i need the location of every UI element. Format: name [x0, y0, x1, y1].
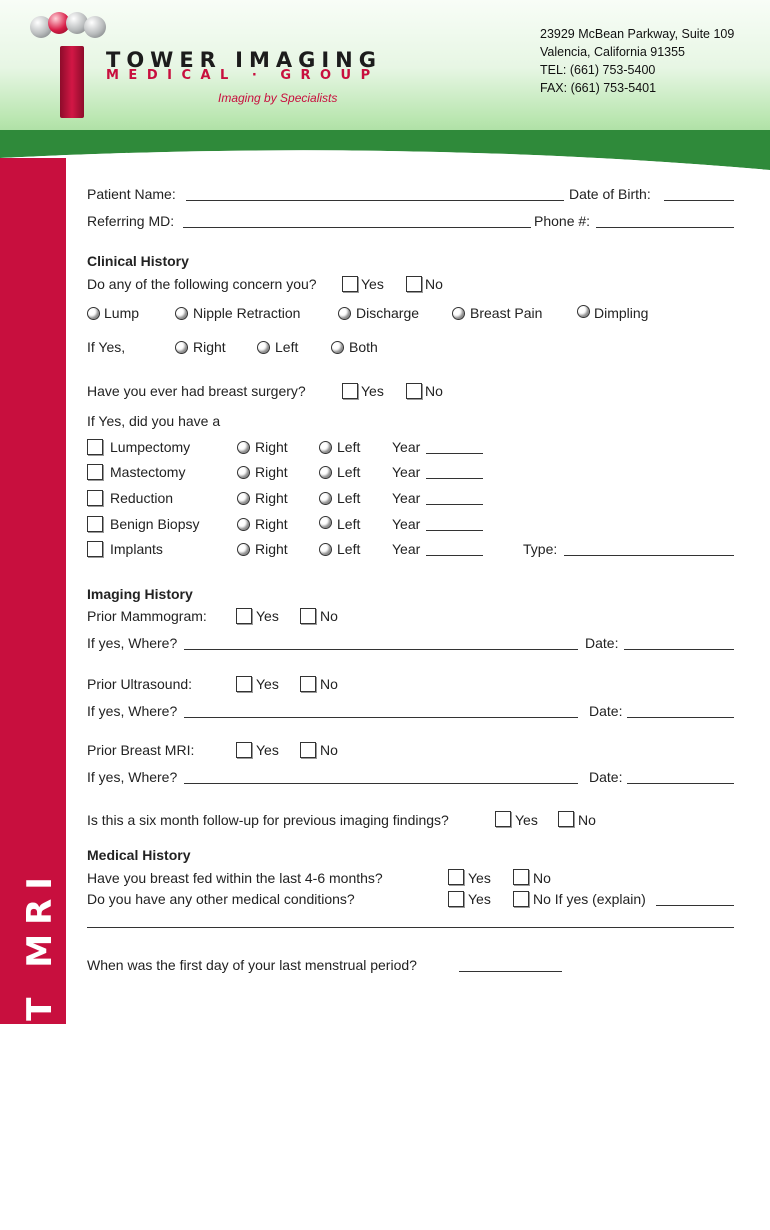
implants-left-radio[interactable]	[319, 543, 332, 556]
referring-md-field[interactable]	[183, 227, 531, 228]
followup-no-checkbox[interactable]	[558, 811, 574, 827]
mastectomy-year-label: Year	[392, 464, 421, 480]
lumpectomy-left-radio[interactable]	[319, 441, 332, 454]
conditions-question: Do you have any other medical conditions?	[87, 891, 355, 907]
mammogram-date-field[interactable]	[624, 649, 734, 650]
ultrasound-yes-checkbox[interactable]	[236, 676, 252, 692]
reduction-year-field[interactable]	[426, 504, 483, 505]
ultrasound-where-label: If yes, Where?	[87, 703, 178, 719]
breastfed-yes-checkbox[interactable]	[448, 869, 464, 885]
implants-type-field[interactable]	[564, 555, 734, 556]
ultrasound-date-label: Date:	[589, 703, 623, 719]
conditions-explain-line[interactable]	[87, 927, 734, 928]
surgery-yes-checkbox[interactable]	[342, 383, 358, 399]
company-name: TOWER IMAGING	[106, 48, 382, 72]
reduction-right-radio[interactable]	[237, 492, 250, 505]
mastectomy-left-label: Left	[337, 464, 361, 480]
clinical-history-heading: Clinical History	[87, 253, 189, 269]
discharge-label: Discharge	[356, 305, 420, 321]
conditions-explain-field[interactable]	[656, 905, 734, 906]
reduction-left-label: Left	[337, 490, 361, 506]
nipple-retraction-label: Nipple Retraction	[193, 305, 301, 321]
concern-left-label: Left	[275, 339, 299, 355]
benign-biopsy-right-radio[interactable]	[237, 518, 250, 531]
address-line-2: Valencia, California 91355	[540, 45, 686, 59]
lumpectomy-year-field[interactable]	[426, 453, 483, 454]
ultrasound-no-label: No	[320, 676, 338, 692]
breastfed-no-label: No	[533, 870, 551, 886]
concern-no-checkbox[interactable]	[406, 276, 422, 292]
mri-yes-checkbox[interactable]	[236, 742, 252, 758]
followup-question: Is this a six month follow-up for previous imaging findings?	[87, 812, 449, 828]
menstrual-question: When was the first day of your last menstrual period?	[87, 957, 417, 973]
lumpectomy-right-radio[interactable]	[237, 441, 250, 454]
mastectomy-left-radio[interactable]	[319, 466, 332, 479]
surgery-no-checkbox[interactable]	[406, 383, 422, 399]
benign-biopsy-label: Benign Biopsy	[110, 516, 200, 532]
implants-right-radio[interactable]	[237, 543, 250, 556]
lumpectomy-right-label: Right	[255, 439, 288, 455]
mri-date-label: Date:	[589, 769, 623, 785]
dob-label: Date of Birth:	[569, 186, 651, 202]
implants-year-label: Year	[392, 541, 421, 557]
prior-mammogram-label: Prior Mammogram:	[87, 608, 207, 624]
mammogram-no-label: No	[320, 608, 338, 624]
implants-year-field[interactable]	[426, 555, 483, 556]
patient-name-label: Patient Name:	[87, 186, 176, 202]
sidebar	[0, 158, 66, 1192]
concern-yes-label: Yes	[361, 276, 384, 292]
implants-label: Implants	[110, 541, 163, 557]
surgery-question: Have you ever had breast surgery?	[87, 383, 306, 399]
phone-field[interactable]	[596, 227, 734, 228]
benign-biopsy-year-label: Year	[392, 516, 421, 532]
dimpling-radio[interactable]	[577, 305, 590, 318]
benign-biopsy-left-radio[interactable]	[319, 516, 332, 529]
mastectomy-right-label: Right	[255, 464, 288, 480]
concern-yes-checkbox[interactable]	[342, 276, 358, 292]
lumpectomy-year-label: Year	[392, 439, 421, 455]
ultrasound-no-checkbox[interactable]	[300, 676, 316, 692]
breast-pain-radio[interactable]	[452, 307, 465, 320]
concern-both-label: Both	[349, 339, 378, 355]
prior-ultrasound-label: Prior Ultrasound:	[87, 676, 193, 692]
lump-label: Lump	[104, 305, 140, 321]
mastectomy-right-radio[interactable]	[237, 466, 250, 479]
patient-name-field[interactable]	[186, 200, 564, 201]
benign-biopsy-left-label: Left	[337, 516, 361, 532]
mri-no-checkbox[interactable]	[300, 742, 316, 758]
menstrual-date-field[interactable]	[459, 971, 562, 972]
mri-date-field[interactable]	[627, 783, 734, 784]
lumpectomy-left-label: Left	[337, 439, 361, 455]
reduction-year-label: Year	[392, 490, 421, 506]
conditions-no-checkbox[interactable]	[513, 891, 529, 907]
benign-biopsy-checkbox[interactable]	[87, 516, 103, 532]
lump-radio[interactable]	[87, 307, 100, 320]
concern-left-radio[interactable]	[257, 341, 270, 354]
address-line-1: 23929 McBean Parkway, Suite 109	[540, 27, 735, 41]
reduction-label: Reduction	[110, 490, 174, 506]
prior-mri-label: Prior Breast MRI:	[87, 742, 195, 758]
implants-right-label: Right	[255, 541, 288, 557]
implants-left-label: Left	[337, 541, 361, 557]
lumpectomy-checkbox[interactable]	[87, 439, 103, 455]
surgery-yes-label: Yes	[361, 383, 384, 399]
followup-yes-checkbox[interactable]	[495, 811, 511, 827]
conditions-yes-checkbox[interactable]	[448, 891, 464, 907]
concern-right-label: Right	[193, 339, 226, 355]
fax-number: FAX: (661) 753-5401	[540, 81, 657, 95]
header-wave	[0, 130, 770, 170]
concern-both-radio[interactable]	[331, 341, 344, 354]
mastectomy-year-field[interactable]	[426, 478, 483, 479]
medical-history-heading: Medical History	[87, 847, 191, 863]
nipple-retraction-radio[interactable]	[175, 307, 188, 320]
mri-no-label: No	[320, 742, 338, 758]
phone-number: TEL: (661) 753-5400	[540, 63, 656, 77]
breastfed-yes-label: Yes	[468, 870, 491, 886]
ultrasound-yes-label: Yes	[256, 676, 279, 692]
mammogram-yes-label: Yes	[256, 608, 279, 624]
mammogram-where-label: If yes, Where?	[87, 635, 178, 651]
logo-bar-icon	[60, 46, 84, 118]
if-yes-label: If Yes,	[87, 339, 126, 355]
breastfed-question: Have you breast fed within the last 4-6 months?	[87, 870, 383, 886]
reduction-checkbox[interactable]	[87, 490, 103, 506]
concern-no-label: No	[425, 276, 443, 292]
followup-yes-label: Yes	[515, 812, 538, 828]
sidebar-title: BREAST MRI	[20, 868, 60, 1192]
reduction-left-radio[interactable]	[319, 492, 332, 505]
implants-checkbox[interactable]	[87, 541, 103, 557]
conditions-no-explain-label: No If yes (explain)	[533, 891, 646, 907]
referring-md-label: Referring MD:	[87, 213, 175, 229]
mri-where-label: If yes, Where?	[87, 769, 178, 785]
benign-biopsy-year-field[interactable]	[426, 530, 483, 531]
lumpectomy-label: Lumpectomy	[110, 439, 191, 455]
breastfed-no-checkbox[interactable]	[513, 869, 529, 885]
logo-ball-icon	[84, 16, 106, 38]
imaging-history-heading: Imaging History	[87, 586, 193, 602]
conditions-yes-label: Yes	[468, 891, 491, 907]
ultrasound-date-field[interactable]	[627, 717, 734, 718]
mri-where-field[interactable]	[184, 783, 578, 784]
mastectomy-checkbox[interactable]	[87, 464, 103, 480]
discharge-radio[interactable]	[338, 307, 351, 320]
mammogram-yes-checkbox[interactable]	[236, 608, 252, 624]
tagline: Imaging by Specialists	[218, 91, 338, 105]
contact-block	[540, 25, 734, 97]
if-yes-did-label: If Yes, did you have a	[87, 413, 221, 429]
surgery-no-label: No	[425, 383, 443, 399]
mastectomy-label: Mastectomy	[110, 464, 186, 480]
mammogram-where-field[interactable]	[184, 649, 578, 650]
implants-type-label: Type:	[523, 541, 558, 557]
mammogram-no-checkbox[interactable]	[300, 608, 316, 624]
concern-right-radio[interactable]	[175, 341, 188, 354]
benign-biopsy-right-label: Right	[255, 516, 288, 532]
followup-no-label: No	[578, 812, 596, 828]
company-subtitle: MEDICAL · GROUP	[106, 68, 380, 83]
phone-label: Phone #:	[534, 213, 591, 229]
mri-yes-label: Yes	[256, 742, 279, 758]
concern-question: Do any of the following concern you?	[87, 276, 317, 292]
breast-pain-label: Breast Pain	[470, 305, 543, 321]
dimpling-label: Dimpling	[594, 305, 649, 321]
mammogram-date-label: Date:	[585, 635, 619, 651]
reduction-right-label: Right	[255, 490, 288, 506]
dob-field[interactable]	[664, 200, 734, 201]
ultrasound-where-field[interactable]	[184, 717, 578, 718]
